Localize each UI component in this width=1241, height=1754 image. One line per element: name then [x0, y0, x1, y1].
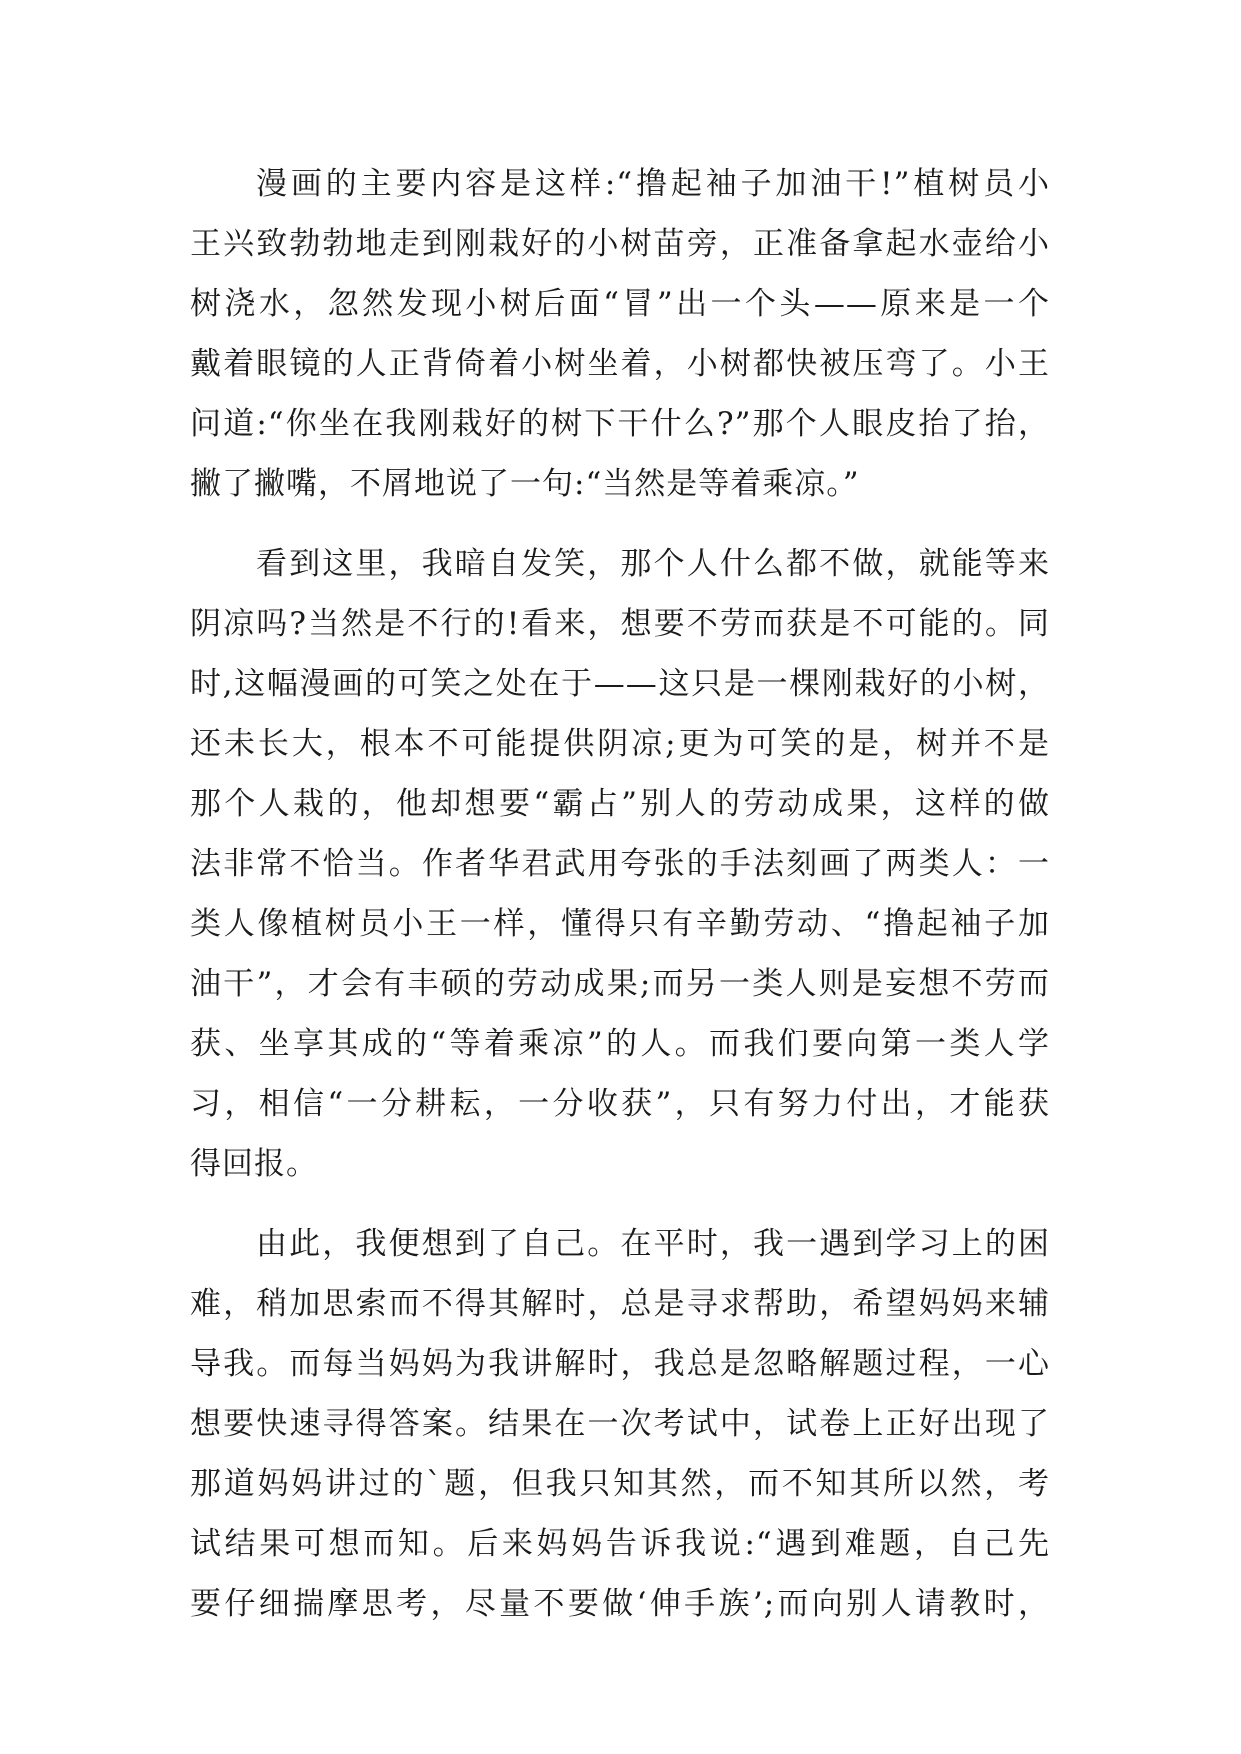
text-line: 类人像植树员小王一样，懂得只有辛勤劳动、“撸起袖子加: [190, 906, 1050, 942]
text-line: 法非常不恰当。作者华君武用夸张的手法刻画了两类人：一: [190, 846, 1050, 882]
text-line: 阴凉吗?当然是不行的!看来，想要不劳而获是不可能的。同: [190, 606, 1050, 642]
text-line: 得回报。: [190, 1146, 318, 1182]
text-line: 那道妈妈讲过的`题，但我只知其然，而不知其所以然，考: [190, 1466, 1050, 1502]
text-line: 要仔细揣摩思考，尽量不要做‘伸手族’;而向别人请教时，: [190, 1586, 1050, 1622]
text-line: 试结果可想而知。后来妈妈告诉我说:“遇到难题，自己先: [190, 1526, 1050, 1562]
text-line: 导我。而每当妈妈为我讲解时，我总是忽略解题过程，一心: [190, 1346, 1050, 1382]
text-line: 看到这里，我暗自发笑，那个人什么都不做，就能等来: [256, 546, 1050, 582]
text-line: 撇了撇嘴，不屑地说了一句:“当然是等着乘凉。”: [190, 466, 860, 502]
text-line: 树浇水，忽然发现小树后面“冒”出一个头——原来是一个: [190, 286, 1050, 322]
paragraph-2: [190, 534, 1050, 1194]
text-line: 难，稍加思索而不得其解时，总是寻求帮助，希望妈妈来辅: [190, 1286, 1050, 1322]
paragraph-1: [190, 154, 1050, 514]
text-line: 王兴致勃勃地走到刚栽好的小树苗旁，正准备拿起水壶给小: [190, 226, 1050, 262]
text-line: 油干”，才会有丰硕的劳动成果;而另一类人则是妄想不劳而: [190, 966, 1050, 1002]
text-line: 由此，我便想到了自己。在平时，我一遇到学习上的困: [256, 1226, 1050, 1262]
text-line: 漫画的主要内容是这样:“撸起袖子加油干!”植树员小: [256, 166, 1050, 202]
text-line: 戴着眼镜的人正背倚着小树坐着，小树都快被压弯了。小王: [190, 346, 1050, 382]
text-line: 问道:“你坐在我刚栽好的树下干什么?”那个人眼皮抬了抬，: [190, 406, 1050, 442]
text-line: 那个人栽的，他却想要“霸占”别人的劳动成果，这样的做: [190, 786, 1050, 822]
text-line: 想要快速寻得答案。结果在一次考试中，试卷上正好出现了: [190, 1406, 1050, 1442]
text-line: 获、坐享其成的“等着乘凉”的人。而我们要向第一类人学: [190, 1026, 1050, 1062]
text-line: 时,这幅漫画的可笑之处在于——这只是一棵刚栽好的小树，: [190, 666, 1050, 702]
paragraph-3: [190, 1214, 1050, 1634]
text-line: 习，相信“一分耕耘，一分收获”，只有努力付出，才能获: [190, 1086, 1050, 1122]
document-body: [190, 154, 1050, 1654]
text-line: 还未长大，根本不可能提供阴凉;更为可笑的是，树并不是: [190, 726, 1050, 762]
